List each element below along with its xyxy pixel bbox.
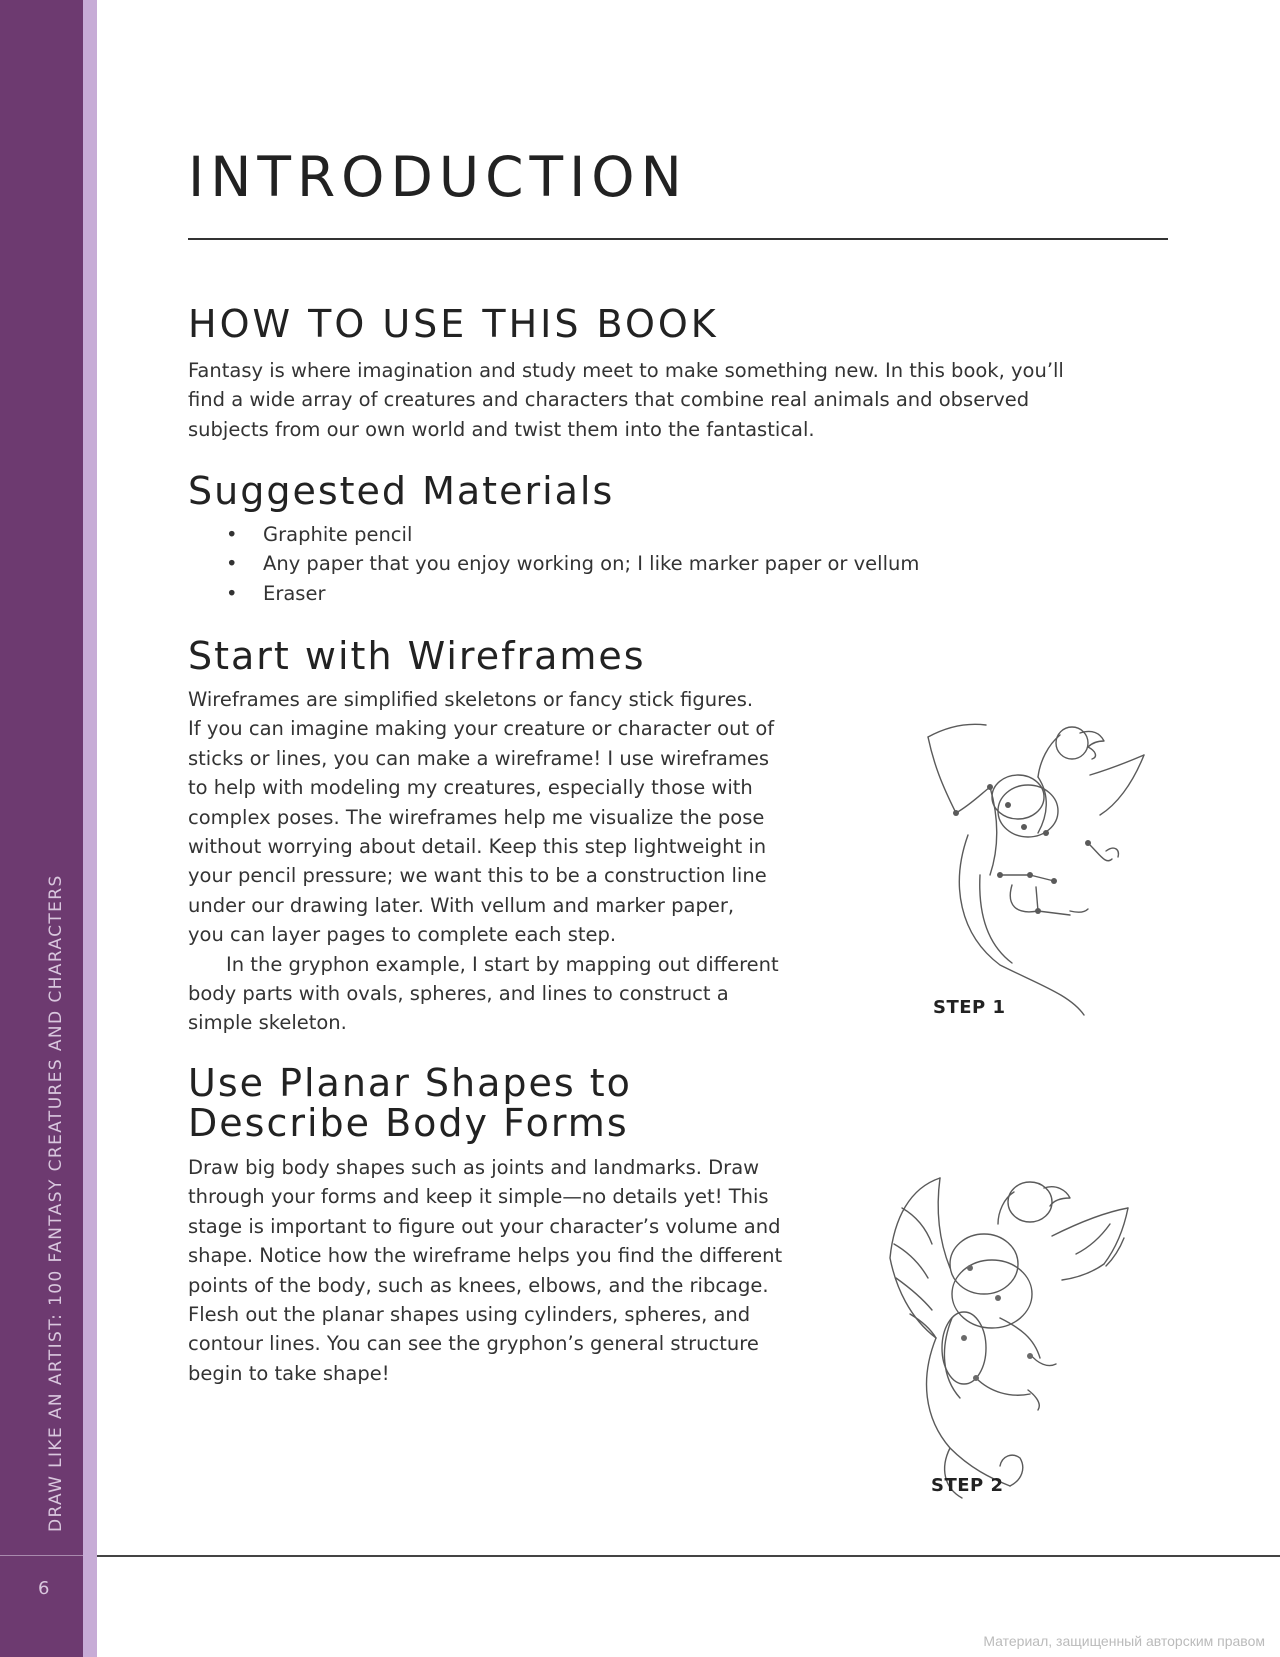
list-item: • Any paper that you enjoy working on; I like marker paper or vellum (188, 549, 919, 578)
para-line: Wireframes are simplified skeletons or fancy stick figures. (188, 688, 754, 711)
section-heading-materials: Suggested Materials (188, 469, 615, 513)
para-line: sticks or lines, you can make a wireframe! I use wireframes (188, 746, 770, 770)
planar-paragraph (188, 1153, 782, 1388)
page-title: INTRODUCTION (188, 145, 688, 209)
para-line: shape. Notice how the wireframe helps you find the different (188, 1244, 783, 1268)
para-line: find a wide array of creatures and characters that combine real animals and observed (188, 388, 1030, 412)
list-item: • Graphite pencil (188, 520, 919, 549)
section-heading-wireframes: Start with Wireframes (188, 634, 646, 678)
para-line: stage is important to figure out your character’s volume and (188, 1214, 781, 1238)
para-line: body parts with ovals, spheres, and lines to construct a (188, 982, 729, 1006)
gryphon-planar-sketch-icon (880, 1168, 1140, 1508)
para-line: Draw big body shapes such as joints and landmarks. Draw (188, 1156, 760, 1179)
para-line: Flesh out the planar shapes using cylinders, spheres, and (188, 1303, 751, 1327)
para-line: contour lines. You can see the gryphon’s general structure (188, 1332, 759, 1356)
page-number: 6 (38, 1578, 50, 1599)
title-rule (188, 238, 1168, 240)
copyright-watermark: Материал, защищенный авторским правом (983, 1633, 1265, 1649)
section-heading-how-to-use: HOW TO USE THIS BOOK (188, 302, 719, 346)
para-line: Fantasy is where imagination and study meet to make something new. In this book, you’ll (188, 359, 1064, 382)
para-line: complex poses. The wireframes help me visualize the pose (188, 805, 765, 829)
wireframes-paragraph (188, 685, 779, 1038)
how-to-use-paragraph (188, 356, 1064, 444)
para-line: simple skeleton. (188, 1011, 347, 1035)
sidebar (0, 0, 83, 1657)
para-line: points of the body, such as knees, elbows, and the ribcage. (188, 1273, 769, 1297)
sidebar-divider (0, 1555, 83, 1556)
materials-list (188, 520, 919, 608)
para-line: begin to take shape! (188, 1361, 390, 1385)
bullet-dot: • (226, 552, 238, 576)
section-heading-planar: Use Planar Shapes to Describe Body Forms (188, 1061, 632, 1145)
para-line: If you can imagine making your creature or character out of (188, 717, 775, 741)
figure-step1 (920, 715, 1160, 1035)
para-line: under our drawing later. With vellum and marker paper, (188, 893, 735, 917)
para-line: without worrying about detail. Keep this step lightweight in (188, 835, 767, 859)
bottom-rule (97, 1555, 1280, 1557)
para-line: subjects from our own world and twist them into the fantastical. (188, 417, 815, 441)
gryphon-wireframe-sketch-icon (920, 715, 1160, 1035)
figure-step2 (880, 1168, 1140, 1508)
para-line: you can layer pages to complete each step. (188, 923, 617, 947)
step1-label: STEP 1 (933, 997, 1006, 1018)
para-line: to help with modeling my creatures, especially those with (188, 776, 753, 800)
list-item: • Eraser (188, 579, 919, 608)
para-line: In the gryphon example, I start by mapping out different (226, 952, 779, 976)
sidebar-stripe (83, 0, 97, 1657)
bullet-dot: • (226, 581, 238, 605)
step2-label: STEP 2 (931, 1475, 1004, 1496)
bullet-dot: • (226, 523, 238, 546)
book-title-vertical: DRAW LIKE AN ARTIST: 100 FANTASY CREATURES AND CHARACTERS (46, 874, 66, 1532)
para-line: your pencil pressure; we want this to be a construction line (188, 864, 767, 888)
para-line: through your forms and keep it simple—no details yet! This (188, 1185, 769, 1209)
